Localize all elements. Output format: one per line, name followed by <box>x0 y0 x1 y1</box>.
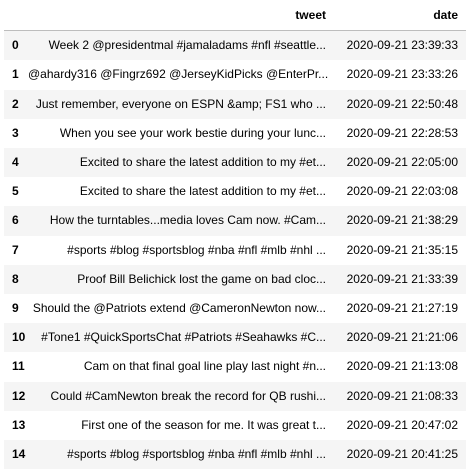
row-index: 6 <box>12 213 19 228</box>
date-cell: 2020-09-21 22:03:08 <box>346 184 458 199</box>
tweet-cell: Excited to share the latest addition to my #et... <box>79 155 326 170</box>
row-index: 5 <box>12 184 19 199</box>
tweet-cell: First one of the season for me. It was great t... <box>81 417 326 432</box>
tweet-cell: How the turntables...media loves Cam now. #Cam... <box>49 213 326 228</box>
table-row <box>4 323 466 352</box>
row-index: 11 <box>12 359 25 374</box>
row-index: 7 <box>12 242 19 257</box>
row-index: 3 <box>12 125 19 140</box>
date-cell: 2020-09-21 21:27:19 <box>346 301 458 316</box>
date-column-header: date <box>334 1 466 31</box>
tweet-cell: Just remember, everyone on ESPN &amp; FS1 who ... <box>35 96 326 111</box>
date-cell: 2020-09-21 22:28:53 <box>346 125 458 140</box>
date-cell: 2020-09-21 21:33:39 <box>346 271 458 286</box>
tweet-column-header: tweet <box>28 1 334 31</box>
table-row <box>4 294 466 323</box>
tweet-cell: Proof Bill Belichick lost the game on bad cloc... <box>77 271 326 286</box>
table-row <box>4 206 466 235</box>
index-column-header <box>4 1 28 31</box>
tweet-cell: Cam on that final goal line play last night #n... <box>83 359 326 374</box>
date-cell: 2020-09-21 21:13:08 <box>346 359 458 374</box>
row-index: 12 <box>12 388 26 403</box>
table-row <box>4 119 466 148</box>
tweet-cell: #Tone1 #QuickSportsChat #Patriots #Seahawks #C... <box>41 330 326 345</box>
row-index: 10 <box>12 330 26 345</box>
table-row <box>4 148 466 177</box>
tweet-cell: Excited to share the latest addition to my #et... <box>79 184 326 199</box>
date-cell: 2020-09-21 22:50:48 <box>346 96 458 111</box>
tweet-cell: Should the @Patriots extend @CameronNewton now... <box>32 301 326 316</box>
table-row <box>4 440 466 469</box>
date-cell: 2020-09-21 20:41:25 <box>346 447 458 462</box>
tweet-cell: When you see your work bestie during your lunc... <box>59 125 326 140</box>
tweet-cell: @ahardy316 @Fingrz692 @JerseyKidPicks @EnterPr... <box>28 67 329 82</box>
tweet-cell: Week 2 @presidentmal #jamaladams #nfl #seattle... <box>48 38 326 53</box>
tweet-cell: #sports #blog #sportsblog #nba #nfl #mlb #nhl ... <box>67 242 326 257</box>
table-row <box>4 265 466 294</box>
row-index: 0 <box>12 38 19 53</box>
date-cell: 2020-09-21 21:21:06 <box>346 330 458 345</box>
table-body <box>4 31 466 469</box>
header-row <box>4 1 466 31</box>
row-index: 9 <box>12 301 19 316</box>
table-row <box>4 411 466 440</box>
date-cell: 2020-09-21 21:35:15 <box>346 242 458 257</box>
date-cell: 2020-09-21 21:08:33 <box>346 388 458 403</box>
row-index: 14 <box>12 447 26 462</box>
date-cell: 2020-09-21 22:05:00 <box>346 155 458 170</box>
row-index: 2 <box>12 96 19 111</box>
row-index: 13 <box>12 417 26 432</box>
tweet-cell: #sports #blog #sportsblog #nba #nfl #mlb #nhl ... <box>67 447 326 462</box>
date-cell: 2020-09-21 23:39:33 <box>346 38 458 53</box>
row-index: 8 <box>12 271 19 286</box>
table-header <box>4 1 466 31</box>
date-cell: 2020-09-21 21:38:29 <box>346 213 458 228</box>
date-cell: 2020-09-21 23:33:26 <box>346 67 458 82</box>
dataframe-table <box>4 1 466 469</box>
table-row <box>4 31 466 61</box>
date-cell: 2020-09-21 20:47:02 <box>346 417 458 432</box>
table-row <box>4 236 466 265</box>
table-row <box>4 382 466 411</box>
row-index: 1 <box>12 67 19 82</box>
row-index: 4 <box>12 155 19 170</box>
table-row <box>4 60 466 89</box>
table-row <box>4 177 466 206</box>
table-row <box>4 352 466 381</box>
table-row <box>4 90 466 119</box>
tweet-cell: Could #CamNewton break the record for QB rushi... <box>50 388 326 403</box>
